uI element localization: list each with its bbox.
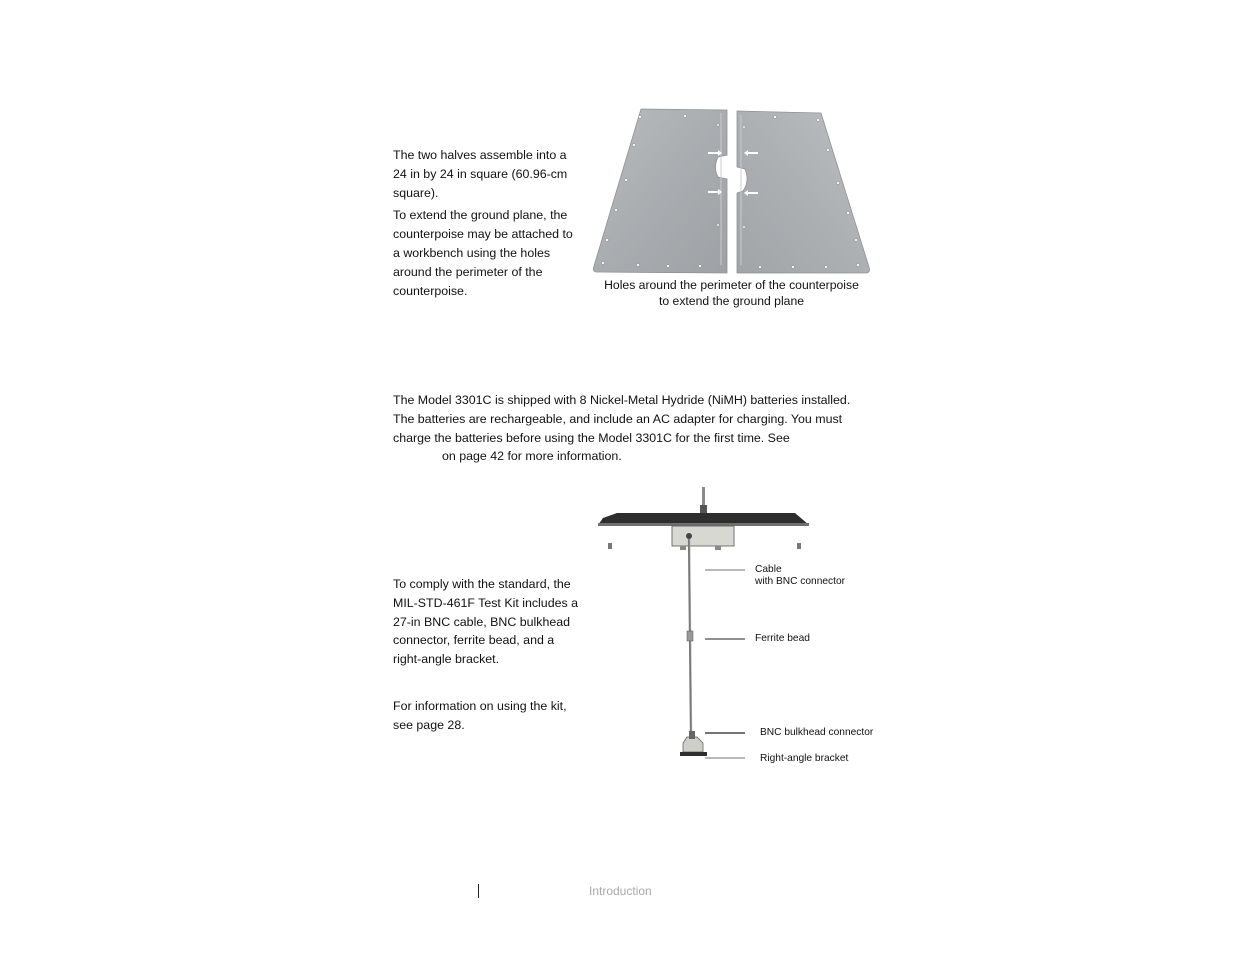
ferrite-bead-label: Ferrite bead xyxy=(755,633,810,644)
battery-text xyxy=(393,391,863,466)
counterpoise-text xyxy=(393,146,578,304)
test-kit-figure xyxy=(595,485,885,775)
counterpoise-figure-caption xyxy=(590,277,873,309)
ground-plane-paragraph: To extend the ground plane, the counterpoise may be attached to a workbench using the holes around the perimeter of the counterpoise. xyxy=(393,208,573,298)
cable-label xyxy=(755,564,845,587)
test-kit-text xyxy=(393,575,578,763)
test-kit-paragraph: To comply with the standard, the MIL-STD-461F Test Kit includes a 27-in BNC cable, BNC bulkhead connector, ferrite bead, and a right-angle bracket. xyxy=(393,577,579,667)
footer-divider xyxy=(478,884,479,898)
caption-line-2: to extend the ground plane xyxy=(658,294,804,308)
counterpoise-figure xyxy=(590,105,880,315)
footer-section-title: Introduction xyxy=(589,884,652,898)
assembly-paragraph: The two halves assemble into a 24 in by 24 in square (60.96-cm square). xyxy=(393,148,568,200)
kit-usage-paragraph: For information on using the kit, see page 28. xyxy=(393,698,567,732)
battery-paragraph xyxy=(393,391,863,466)
cable-label-line-1: Cable xyxy=(755,564,782,575)
right-angle-bracket-label: Right-angle bracket xyxy=(760,753,849,764)
counterpoise-photo xyxy=(590,105,880,277)
caption-line-1: Holes around the perimeter of the counterpoise xyxy=(604,278,859,292)
battery-paragraph-tail: on page 42 for more information. xyxy=(442,449,622,464)
battery-paragraph-main: The Model 3301C is shipped with 8 Nickel-Metal Hydride (NiMH) batteries installed. The batteries are rechargeable, and include an AC adapter for charging. You must charge the batteries before using the Model 3301C for the first time. See xyxy=(393,393,851,445)
cable-label-line-2: with BNC connector xyxy=(755,575,846,587)
bnc-bulkhead-label: BNC bulkhead connector xyxy=(760,727,874,738)
